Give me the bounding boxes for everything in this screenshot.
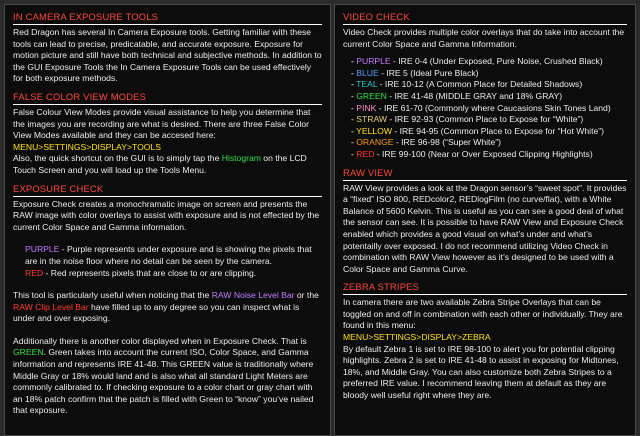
in-camera-section [13, 11, 322, 85]
overlay-dash: - [351, 114, 357, 125]
overlay-description: - IRE 41-48 (MIDDLE GRAY and 18% GRAY) [386, 90, 563, 101]
shortcut-text-pre: Also, the quick shortcut on the GUI is to simply tap the [13, 153, 222, 164]
overlay-color-name: BLUE [356, 67, 379, 78]
exposure-check-body: Exposure Check creates a monochramatic image on screen and presents the RAW image with color overlays to assist with exposure and is not effected by the current Color Space and Gamma information. [13, 198, 320, 232]
overlay-color-name: TEAL [356, 79, 378, 90]
overlay-item [351, 103, 627, 115]
green-text-post: . Green takes into account the current ISO, Color Space, and Gamma information and represents IRE 41-48. This GREEN value is traditionally where Middle Gray or 18% would land and is also what all standard Light Meters are commonly calibrated to. If checking exposure to a color chart or gray chart with an 18% patch confirm that the patch is filled with Green to “know” you’ve nailed that exposure. [13, 347, 314, 416]
tool-text-post: have filled up to any degree so you can inspect what is under and over exposing. [13, 301, 300, 324]
overlay-description: - IRE 96-98 (“Super White”) [393, 137, 501, 148]
overlay-dash: - [351, 79, 357, 90]
false-color-heading: FALSE COLOR VIEW MODES [13, 91, 322, 105]
overlay-dash: - [351, 56, 357, 67]
overlay-description: - IRE 92-93 (Common Place to Expose for “White”) [386, 114, 584, 125]
overlay-description: - IRE 5 (Ideal Pure Black) [378, 67, 479, 78]
overlay-color-name: PINK [356, 102, 377, 113]
overlay-color-name: RED [356, 148, 375, 159]
histogram-link[interactable]: Histogram [221, 153, 261, 164]
overlay-dash: - [351, 90, 357, 101]
exposure-check-section [13, 183, 322, 418]
overlay-item [351, 56, 627, 68]
raw-clip-level-bar-text: RAW Clip Level Bar [13, 301, 89, 312]
overlay-item [351, 126, 627, 138]
overlay-item [351, 68, 627, 80]
overlay-item [351, 149, 627, 161]
false-color-menu-path: MENU>SETTINGS>DISPLAY>TOOLS [13, 141, 161, 152]
raw-view-section [343, 167, 627, 276]
purple-label: PURPLE [25, 244, 60, 255]
raw-view-body: RAW View provides a look at the Dragon sensor’s “sweet spot”. It provides a “fixed” ISO 800, REDcolor2, REDlogFilm (no curve/flat), with a White Balance of 5600 Kelvin. This is useful as you can see a good deal of what the sensor can see. It is possible to have RAW View and Exposure Check enabled which provides a good visual on what’s under and what’s potentailly over exposed. I do not recommend utilizing Video Check in combination with RAW View however as it’s designed to be used with a Color Space and Gamma Curve. [343, 182, 627, 274]
raw-noise-level-bar-text: RAW Noise Level Bar [211, 290, 295, 301]
green-text-pre: Additionally there is another color displayed when in Exposure Check. That is [13, 335, 307, 346]
overlay-color-name: STRAW [356, 114, 387, 125]
overlay-color-name: GREEN [356, 90, 387, 101]
purple-definition [13, 244, 322, 267]
zebra-menu-path: MENU>SETTINGS>DISPLAY>ZEBRA [343, 332, 491, 343]
zebra-heading: ZEBRA STRIPES [343, 281, 627, 295]
overlay-description: - IRE 0-4 (Under Exposed, Pure Noise, Crushed Black) [390, 56, 603, 67]
overlay-description: - IRE 61-70 (Commonly where Caucasions Skin Tones Land) [376, 102, 611, 113]
zebra-body-2: By default Zebra 1 is set to IRE 98-100 to alert you for potential clipping highlights. Zebra 2 is set to IRE 41-48 to assist in exposing for Midtones, 18%, and Middle Gray. You can also customize both Zebra Stripes to a preferred IRE value. I recommend leaving them at default as they are bloody well useful right where they are. [343, 343, 619, 401]
overlay-dash: - [351, 148, 357, 159]
overlay-color-name: YELLOW [356, 125, 392, 136]
red-definition [13, 268, 322, 280]
false-color-body: False Colour View Modes provide visual assistance to help you determine that the images you are recording are what is desired. There are three False Color View Modes available and they can be accesed here: [13, 106, 311, 141]
in-camera-body: Red Dragon has several In Camera Exposure tools. Getting familiar with these tools can lead to precise, predicatable, and accurate exposure. Exposure for motion picture and still have both technical and subjective methods. In addition to the GUI Exposure Tools the In Camera Exposure Tools can be used effectively for both exposure methods. [13, 27, 322, 84]
overlay-dash: - [351, 125, 357, 136]
video-check-section [343, 11, 627, 161]
shortcut-text-post: on the LCD Touch Screen and you will load up the Tools Menu. [13, 153, 307, 175]
tool-usage-paragraph [13, 290, 322, 325]
red-label: RED [25, 267, 44, 278]
overlay-item [351, 137, 627, 149]
overlay-dash: - [351, 102, 357, 113]
red-description: - Red represents pixels that are close to or are clipping. [43, 267, 257, 278]
tool-text-pre: This tool is particularly useful when noticing that the [13, 290, 212, 301]
green-label: GREEN [13, 347, 44, 358]
overlay-item [351, 79, 627, 91]
overlay-color-name: PURPLE [356, 56, 391, 67]
false-color-section [13, 91, 322, 177]
green-paragraph [13, 336, 322, 417]
left-column [4, 4, 331, 436]
zebra-section [343, 281, 627, 401]
exposure-check-heading: EXPOSURE CHECK [13, 183, 322, 197]
overlay-dash: - [351, 137, 357, 148]
overlay-description: - IRE 10-12 (A Common Place for Detailed Shadows) [377, 79, 583, 90]
purple-description: - Purple represents under exposure and is showing the pixels that are in the noise floor where no detail can be seen by the camera. [25, 244, 312, 266]
tool-text-mid: or the [294, 290, 319, 301]
overlay-item [351, 114, 627, 126]
right-column [334, 4, 636, 436]
overlay-description: - IRE 99-100 (Near or Over Exposed Clipping Highlights) [374, 148, 593, 159]
video-check-body: Video Check provides multiple color overlays that do take into account the current Color Space and Gamma Information. [343, 27, 625, 49]
raw-view-heading: RAW VIEW [343, 167, 627, 181]
overlay-dash: - [351, 67, 357, 78]
overlay-item [351, 91, 627, 103]
overlay-color-name: ORANGE [356, 137, 394, 148]
overlay-list [343, 56, 627, 160]
in-camera-heading: IN CAMERA EXPOSURE TOOLS [13, 11, 322, 25]
overlay-description: - IRE 94-95 (Common Place to Expose for “Hot White”) [391, 125, 604, 136]
video-check-heading: VIDEO CHECK [343, 11, 627, 25]
false-color-shortcut [13, 153, 322, 176]
zebra-body: In camera there are two available Zebra Stripe Overlays that can be toggled on and off in combination with each other or individually. They are found in this menu: [343, 297, 623, 331]
